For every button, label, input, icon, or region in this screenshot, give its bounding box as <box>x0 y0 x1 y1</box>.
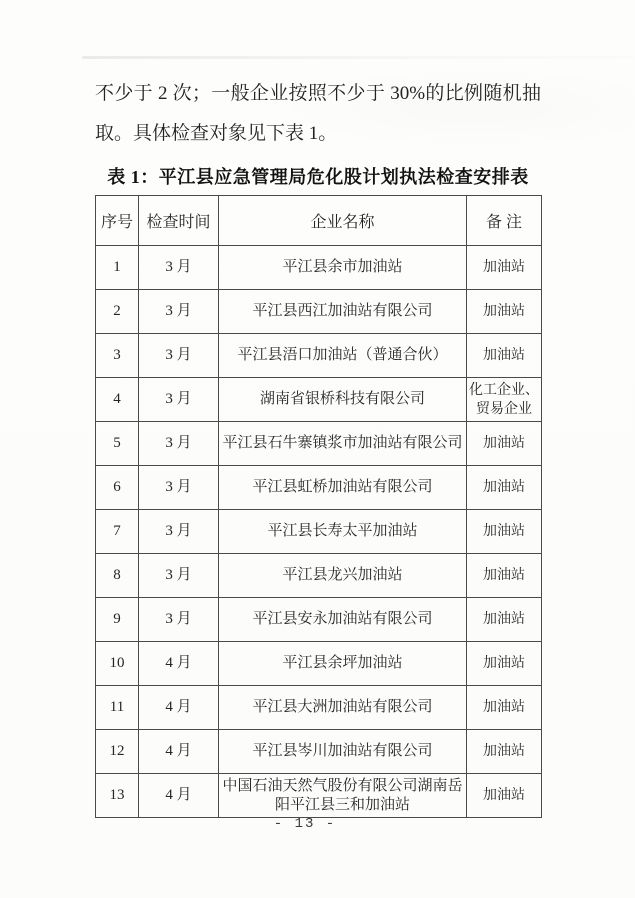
cell-inspection-time: 3 月 <box>139 598 219 642</box>
column-header-index: 序号 <box>96 196 139 246</box>
cell-index: 2 <box>96 290 139 334</box>
cell-remark: 加油站 <box>467 290 542 334</box>
cell-index: 12 <box>96 730 139 774</box>
cell-company-name: 中国石油天然气股份有限公司湖南岳阳平江县三和加油站 <box>219 774 467 818</box>
cell-company-name: 平江县石牛寨镇浆市加油站有限公司 <box>219 422 467 466</box>
table-row <box>96 554 542 598</box>
cell-inspection-time: 3 月 <box>139 466 219 510</box>
table-row <box>96 510 542 554</box>
cell-company-name: 平江县大洲加油站有限公司 <box>219 686 467 730</box>
cell-remark: 加油站 <box>467 686 542 730</box>
cell-index: 9 <box>96 598 139 642</box>
cell-index: 4 <box>96 378 139 422</box>
cell-company-name: 平江县安永加油站有限公司 <box>219 598 467 642</box>
column-header-inspection-time: 检查时间 <box>139 196 219 246</box>
cell-index: 8 <box>96 554 139 598</box>
cell-company-name: 平江县余市加油站 <box>219 246 467 290</box>
cell-remark: 加油站 <box>467 334 542 378</box>
cell-remark: 加油站 <box>467 510 542 554</box>
page-content <box>95 74 541 818</box>
cell-company-name: 湖南省银桥科技有限公司 <box>219 378 467 422</box>
cell-index: 6 <box>96 466 139 510</box>
cell-index: 10 <box>96 642 139 686</box>
cell-inspection-time: 3 月 <box>139 246 219 290</box>
cell-inspection-time: 3 月 <box>139 334 219 378</box>
cell-index: 1 <box>96 246 139 290</box>
cell-inspection-time: 4 月 <box>139 642 219 686</box>
cell-index: 7 <box>96 510 139 554</box>
cell-company-name: 平江县浯口加油站（普通合伙） <box>219 334 467 378</box>
body-paragraph: 不少于 2 次；一般企业按照不少于 30%的比例随机抽取。具体检查对象见下表 1。 <box>95 83 541 144</box>
cell-remark: 加油站 <box>467 598 542 642</box>
table-row <box>96 422 542 466</box>
cell-remark: 加油站 <box>467 554 542 598</box>
inspection-schedule-table <box>95 195 542 818</box>
table-body <box>96 246 542 818</box>
cell-remark: 加油站 <box>467 466 542 510</box>
cell-index: 11 <box>96 686 139 730</box>
column-header-remark: 备 注 <box>467 196 542 246</box>
table-header-row <box>96 196 542 246</box>
table-row <box>96 642 542 686</box>
cell-remark: 加油站 <box>467 642 542 686</box>
cell-company-name: 平江县龙兴加油站 <box>219 554 467 598</box>
cell-inspection-time: 3 月 <box>139 422 219 466</box>
cell-remark: 化工企业、贸易企业 <box>467 378 542 422</box>
table-row <box>96 246 542 290</box>
cell-company-name: 平江县余坪加油站 <box>219 642 467 686</box>
cell-inspection-time: 3 月 <box>139 510 219 554</box>
table-row <box>96 730 542 774</box>
table-row <box>96 290 542 334</box>
cell-company-name: 平江县西江加油站有限公司 <box>219 290 467 334</box>
cell-remark: 加油站 <box>467 730 542 774</box>
table-row <box>96 334 542 378</box>
cell-company-name: 平江县虹桥加油站有限公司 <box>219 466 467 510</box>
cell-inspection-time: 4 月 <box>139 730 219 774</box>
table-row <box>96 686 542 730</box>
cell-index: 13 <box>96 774 139 818</box>
table-row <box>96 598 542 642</box>
cell-index: 3 <box>96 334 139 378</box>
table-row <box>96 378 542 422</box>
cell-inspection-time: 3 月 <box>139 290 219 334</box>
cell-inspection-time: 4 月 <box>139 686 219 730</box>
column-header-company-name: 企业名称 <box>219 196 467 246</box>
cell-index: 5 <box>96 422 139 466</box>
cell-inspection-time: 3 月 <box>139 378 219 422</box>
cell-inspection-time: 4 月 <box>139 774 219 818</box>
scan-artifact-line <box>82 56 635 59</box>
page-number: - 13 - <box>273 816 337 832</box>
table-row <box>96 774 542 818</box>
cell-inspection-time: 3 月 <box>139 554 219 598</box>
cell-company-name: 平江县岑川加油站有限公司 <box>219 730 467 774</box>
cell-company-name: 平江县长寿太平加油站 <box>219 510 467 554</box>
cell-remark: 加油站 <box>467 774 542 818</box>
table-row <box>96 466 542 510</box>
cell-remark: 加油站 <box>467 246 542 290</box>
table-title: 表 1：平江县应急管理局危化股计划执法检查安排表 <box>107 167 529 187</box>
cell-remark: 加油站 <box>467 422 542 466</box>
